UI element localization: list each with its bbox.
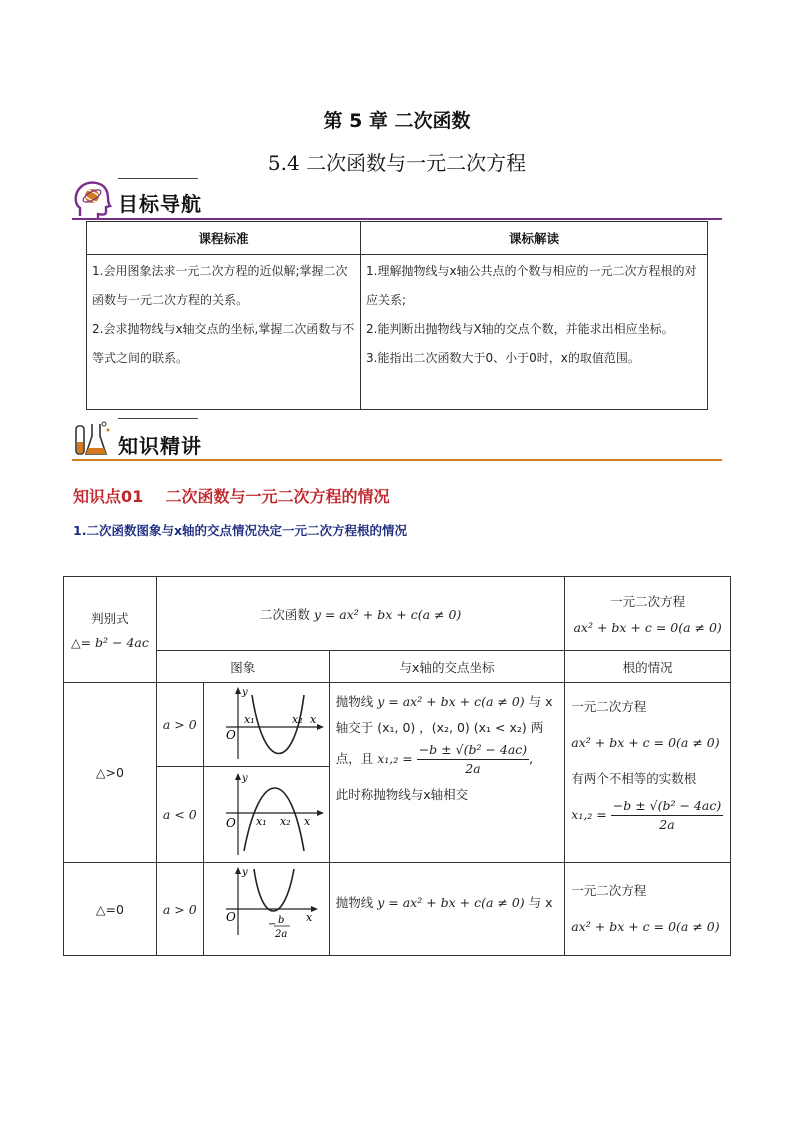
svg-text:y: y <box>241 773 248 784</box>
svg-text:O: O <box>225 816 236 830</box>
col-header-interpretation: 课标解读 <box>361 222 708 255</box>
subheader-image: 图象 <box>156 651 329 683</box>
roots-equal-cell: 一元二次方程 ax² + bx + c = 0(a ≠ 0) <box>565 863 731 956</box>
section-title: 5.4 二次函数与一元二次方程 <box>267 151 527 175</box>
y-axis-label: y <box>241 687 248 698</box>
target-nav-title: 目标导航 <box>118 192 202 216</box>
target-nav-header <box>72 176 722 222</box>
subheader-roots: 根的情况 <box>565 651 731 683</box>
x-axis-label: x <box>309 713 316 726</box>
graph-upward-one-root <box>203 863 329 956</box>
function-header-formula: y = ax² + bx + c(a ≠ 0) <box>313 606 462 622</box>
knowledge-point-title: 知识点01 二次函数与一元二次方程的情况 <box>73 487 390 506</box>
vertex-denominator: 2a <box>274 929 288 940</box>
standard-item: 1.会用图象法求一元二次方程的近似解;掌握二次函数与一元二次方程的关系。 <box>92 264 348 307</box>
section-divider <box>72 218 722 220</box>
svg-text:x: x <box>305 911 312 924</box>
parabola-up-graph <box>204 683 328 763</box>
interpretation-cell <box>361 255 708 410</box>
discriminant-header <box>64 577 157 683</box>
function-header-prefix: 二次函数 <box>259 606 314 622</box>
section-divider <box>72 459 722 461</box>
head-brain-icon <box>72 178 112 220</box>
intersect-line: 抛物线 y = ax² + bx + c(a ≠ 0) 与 x <box>335 694 553 709</box>
discriminant-formula: △= b² − 4ac <box>70 635 149 650</box>
objectives-table <box>86 221 708 410</box>
svg-text:x₁: x₁ <box>255 815 267 828</box>
intersect-one-point-cell: 抛物线 y = ax² + bx + c(a ≠ 0) 与 x <box>329 863 565 956</box>
roots-two-distinct-cell: 一元二次方程 ax² + bx + c = 0(a ≠ 0) 有两个不相等的实数根 x₁,₂ = $\frac{\text{−b ± √(b² − 4ac)}}{2a}$ <box>565 683 731 863</box>
subheader-intersect: 与x轴的交点坐标 <box>329 651 565 683</box>
parabola-down-graph <box>204 767 328 859</box>
intersect-line: 此时称抛物线与x轴相交 <box>335 787 469 802</box>
equation-header <box>565 577 731 651</box>
graph-downward-two-roots <box>203 767 329 863</box>
lab-flask-icon <box>72 418 112 460</box>
col-header-standard: 课程标准 <box>87 222 361 255</box>
svg-text:O: O <box>225 910 236 924</box>
interpretation-item: 1.理解抛物线与x轴公共点的个数与相应的一元二次方程根的对应关系; <box>366 264 697 307</box>
intersect-line: 点，且 x₁,₂ = $\frac{\text{−b ± √(b² − 4ac)}}{2a}$ , <box>335 742 534 776</box>
standard-cell <box>87 255 361 410</box>
standard-item: 2.会求抛物线与x轴交点的坐标,掌握二次函数与不等式之间的联系。 <box>92 322 355 365</box>
interpretation-item: 3.能指出二次函数大于0、小于0时，x的取值范围。 <box>366 351 640 365</box>
interpretation-item: 2.能判断出抛物线与X轴的交点个数，并能求出相应坐标。 <box>366 322 674 336</box>
chapter-title: 第 5 章 二次函数 <box>323 110 471 132</box>
root-formula: $\frac{\text{−b ± √(b² − 4ac)}}{2a}$ <box>418 742 528 776</box>
a-negative-label: a < 0 <box>156 767 203 863</box>
root-formula-line: x₁,₂ = $\frac{\text{−b ± √(b² − 4ac)}}{2a}$ <box>571 798 722 832</box>
origin-label: O <box>225 728 236 742</box>
vertex-numerator: b <box>277 915 285 926</box>
intersect-line: 轴交于 (x₁, 0) ，(x₂, 0) (x₁ < x₂) 两 <box>335 720 544 735</box>
root-x1-label: x₁ <box>243 713 255 726</box>
knowledge-header <box>72 418 722 464</box>
svg-text:x₂: x₂ <box>279 815 291 828</box>
svg-text:x: x <box>303 815 310 828</box>
a-positive-label: a > 0 <box>156 863 203 956</box>
delta-zero-cell: △=0 <box>64 863 157 956</box>
knowledge-title: 知识精讲 <box>118 434 202 458</box>
equation-header-title: 一元二次方程 <box>610 594 686 609</box>
equation-header-formula: ax² + bx + c = 0(a ≠ 0) <box>573 620 722 635</box>
function-header <box>156 577 564 651</box>
svg-text:y: y <box>241 867 248 878</box>
header-overline <box>118 178 198 179</box>
parabola-tangent-graph <box>204 863 328 945</box>
intersect-two-points-cell <box>329 683 565 863</box>
header-overline <box>118 418 198 419</box>
root-x2-label: x₂ <box>291 713 303 726</box>
quadratic-table <box>63 576 731 956</box>
knowledge-subheading: 1.二次函数图象与x轴的交点情况决定一元二次方程根的情况 <box>73 523 408 538</box>
a-positive-label: a > 0 <box>156 683 203 767</box>
discriminant-label: 判别式 <box>91 611 129 626</box>
root-formula: $\frac{\text{−b ± √(b² − 4ac)}}{2a}$ <box>612 798 722 832</box>
delta-positive-cell: △>0 <box>64 683 157 863</box>
graph-upward-two-roots <box>203 683 329 767</box>
vertex-sign: − <box>267 919 277 930</box>
